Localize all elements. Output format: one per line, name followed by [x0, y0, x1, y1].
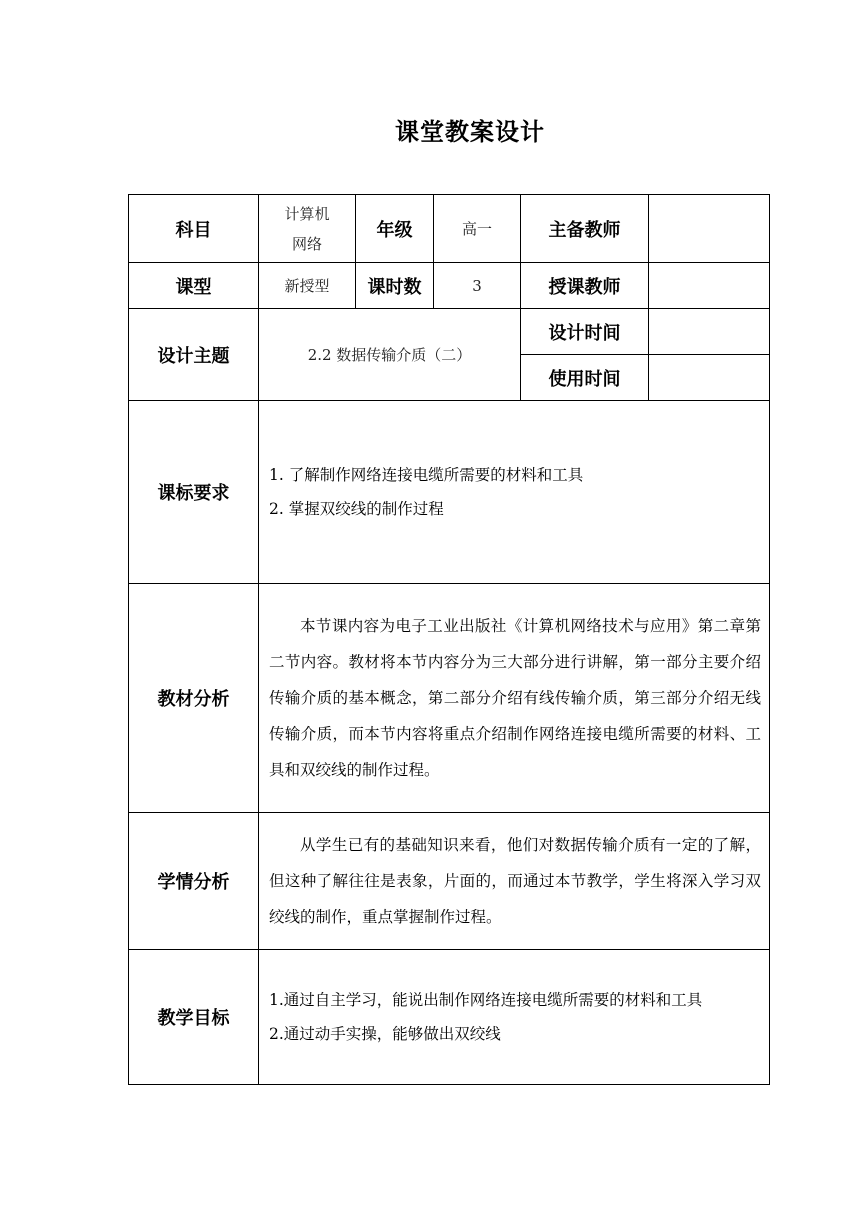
design-time-value [649, 309, 770, 355]
students-label: 学情分析 [129, 813, 259, 950]
row-students [129, 813, 770, 950]
textbook-label: 教材分析 [129, 584, 259, 813]
row-textbook [129, 584, 770, 813]
row-standards [129, 401, 770, 584]
teacher-value [649, 263, 770, 309]
goals-item-2: 2.通过动手实操，能够做出双绞线 [269, 1025, 501, 1043]
grade-value: 高一 [434, 195, 521, 263]
theme-label: 设计主题 [129, 309, 259, 401]
subject-value-line1: 计算机 [284, 204, 330, 223]
students-text: 从学生已有的基础知识来看，他们对数据传输介质有一定的了解，但这种了解往往是表象，片面的，而通过本节教学，学生将深入学习双绞线的制作，重点掌握制作过程。 [259, 813, 770, 950]
lead-teacher-value [649, 195, 770, 263]
lesson-type-value: 新授型 [259, 263, 356, 309]
use-time-label: 使用时间 [521, 355, 649, 401]
textbook-text: 本节课内容为电子工业出版社《计算机网络技术与应用》第二章第二节内容。教材将本节内容分为三大部分进行讲解，第一部分主要介绍传输介质的基本概念，第二部分介绍有线传输介质，第三部分介绍无线传输介质，而本节内容将重点介绍制作网络连接电缆所需要的材料、工具和双绞线的制作过程。 [259, 584, 770, 813]
design-time-label: 设计时间 [521, 309, 649, 355]
goals-item-1: 1.通过自主学习，能说出制作网络连接电缆所需要的材料和工具 [269, 991, 703, 1009]
row-theme [129, 309, 770, 355]
lead-teacher-label: 主备教师 [521, 195, 649, 263]
hours-label: 课时数 [356, 263, 434, 309]
standards-item-2: 2. 掌握双绞线的制作过程 [269, 500, 444, 518]
hours-value: 3 [434, 263, 521, 309]
subject-value [259, 195, 356, 263]
lesson-type-label: 课型 [129, 263, 259, 309]
row-goals [129, 950, 770, 1085]
standards-content [259, 401, 770, 584]
use-time-value [649, 355, 770, 401]
subject-label: 科目 [129, 195, 259, 263]
lesson-plan-table [128, 194, 770, 1085]
teacher-label: 授课教师 [521, 263, 649, 309]
theme-value: 2.2 数据传输介质（二） [259, 309, 521, 401]
goals-label: 教学目标 [129, 950, 259, 1085]
goals-content [259, 950, 770, 1085]
standards-item-1: 1. 了解制作网络连接电缆所需要的材料和工具 [269, 466, 584, 484]
row-subject [129, 195, 770, 263]
page-title: 课堂教案设计 [395, 118, 545, 146]
row-lesson-type [129, 263, 770, 309]
standards-label: 课标要求 [129, 401, 259, 584]
grade-label: 年级 [356, 195, 434, 263]
subject-value-line2: 网络 [291, 234, 322, 253]
